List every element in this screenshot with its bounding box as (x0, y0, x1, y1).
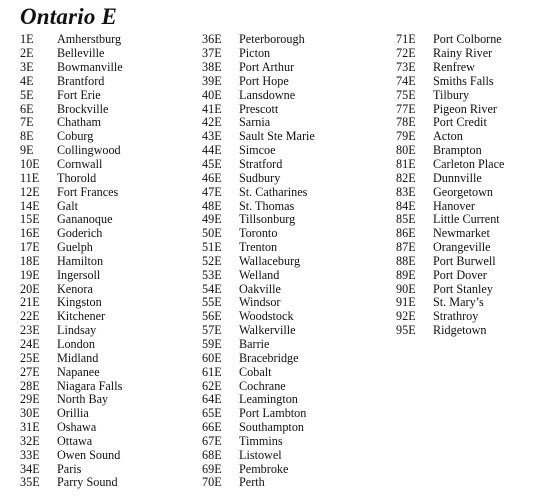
entry-code: 39E (202, 73, 222, 88)
list-item (202, 255, 315, 269)
entry-place: Pembroke (239, 461, 289, 476)
entry-code: 6E (20, 101, 34, 116)
entry-place: Bracebridge (239, 350, 299, 365)
list-item (202, 158, 315, 172)
entry-code: 29E (20, 392, 40, 407)
entry-code: 27E (20, 364, 40, 379)
entry-place: Ottawa (57, 433, 93, 448)
list-item (202, 421, 315, 435)
list-item (396, 61, 504, 75)
list-item (202, 310, 315, 324)
entry-code: 72E (396, 46, 416, 61)
list-item (396, 102, 504, 116)
entry-place: St. Mary’s (433, 295, 484, 310)
entry-place: Brantford (57, 73, 105, 88)
list-item (202, 268, 315, 282)
list-item (396, 296, 504, 310)
entry-code: 95E (396, 323, 416, 338)
entry-place: Trenton (239, 240, 278, 255)
list-item (202, 144, 315, 158)
entry-place: Gananoque (57, 212, 113, 227)
list-item (20, 324, 123, 338)
list-item (396, 171, 504, 185)
entry-code: 37E (202, 46, 222, 61)
entry-place: Fort Frances (57, 184, 119, 199)
entry-code: 5E (20, 87, 34, 102)
list-item (202, 448, 315, 462)
entry-code: 48E (202, 198, 222, 213)
entry-code: 28E (20, 378, 40, 393)
list-item (202, 213, 315, 227)
list-item (396, 75, 504, 89)
entry-code: 70E (202, 475, 222, 490)
list-item (202, 185, 315, 199)
column-2 (202, 33, 315, 490)
list-item (396, 130, 504, 144)
entry-place: Collingwood (57, 143, 121, 158)
list-item (20, 158, 123, 172)
entry-code: 61E (202, 364, 222, 379)
entry-code: 17E (20, 240, 40, 255)
entry-place: Cornwall (57, 157, 103, 172)
list-item (20, 213, 123, 227)
entry-code: 1E (20, 32, 34, 47)
entry-place: Port Stanley (433, 281, 493, 296)
list-item (202, 462, 315, 476)
list-item (396, 185, 504, 199)
entry-code: 25E (20, 350, 40, 365)
list-item (396, 116, 504, 130)
entry-place: Midland (57, 350, 99, 365)
entry-code: 79E (396, 129, 416, 144)
entry-code: 85E (396, 212, 416, 227)
entry-code: 87E (396, 240, 416, 255)
entry-code: 8E (20, 129, 34, 144)
list-item (20, 75, 123, 89)
entry-code: 31E (20, 420, 40, 435)
entry-place: Walkerville (239, 323, 296, 338)
entry-place: Leamington (239, 392, 298, 407)
entry-place: Orillia (57, 406, 89, 421)
entry-place: Lindsay (57, 323, 97, 338)
entry-place: Napanee (57, 364, 100, 379)
entry-place: Timmins (239, 433, 283, 448)
entry-code: 24E (20, 336, 40, 351)
list-item (202, 476, 315, 490)
entry-place: Amherstburg (57, 32, 122, 47)
entry-code: 88E (396, 253, 416, 268)
entry-code: 75E (396, 87, 416, 102)
entry-place: Cochrane (239, 378, 286, 393)
entry-code: 4E (20, 73, 34, 88)
list-item (396, 324, 504, 338)
list-item (20, 448, 123, 462)
list-item (396, 241, 504, 255)
entry-place: London (57, 336, 95, 351)
entry-place: Brockville (57, 101, 109, 116)
entry-code: 64E (202, 392, 222, 407)
list-item (396, 33, 504, 47)
entry-code: 11E (20, 170, 40, 185)
entry-place: Port Arthur (239, 60, 295, 75)
entry-code: 38E (202, 60, 222, 75)
entry-code: 74E (396, 73, 416, 88)
entry-code: 84E (396, 198, 416, 213)
entry-code: 23E (20, 323, 40, 338)
entry-code: 55E (202, 295, 222, 310)
entry-place: Galt (57, 198, 78, 213)
entry-place: Little Current (433, 212, 500, 227)
entry-code: 78E (396, 115, 416, 130)
entry-code: 14E (20, 198, 40, 213)
list-item (20, 33, 123, 47)
entry-code: 10E (20, 157, 40, 172)
entry-place: Newmarket (433, 226, 490, 241)
entry-place: Guelph (57, 240, 93, 255)
entry-code: 18E (20, 253, 40, 268)
entry-code: 57E (202, 323, 222, 338)
entry-code: 47E (202, 184, 222, 199)
entry-code: 43E (202, 129, 222, 144)
entry-place: Georgetown (433, 184, 494, 199)
list-item (202, 199, 315, 213)
entry-code: 77E (396, 101, 416, 116)
entry-place: Orangeville (433, 240, 491, 255)
entry-place: Rainy River (433, 46, 493, 61)
list-item (20, 88, 123, 102)
entry-place: Listowel (239, 447, 282, 462)
list-item (20, 338, 123, 352)
list-item (20, 61, 123, 75)
entry-place: Brampton (433, 143, 482, 158)
entry-place: Kitchener (57, 309, 106, 324)
list-item (396, 144, 504, 158)
entry-code: 51E (202, 240, 222, 255)
list-item (20, 102, 123, 116)
column-3 (396, 33, 504, 338)
entry-place: Wallaceburg (239, 253, 301, 268)
list-item (20, 268, 123, 282)
entry-place: Kingston (57, 295, 102, 310)
entry-code: 30E (20, 406, 40, 421)
entry-place: Toronto (239, 226, 278, 241)
entry-place: Acton (433, 129, 463, 144)
entry-place: North Bay (57, 392, 109, 407)
list-item (20, 434, 123, 448)
entry-code: 33E (20, 447, 40, 462)
entry-place: Simcoe (239, 143, 276, 158)
entry-code: 83E (396, 184, 416, 199)
entry-place: Dunnville (433, 170, 482, 185)
list-item (202, 102, 315, 116)
entry-place: Barrie (239, 336, 270, 351)
entry-code: 35E (20, 475, 40, 490)
list-item (20, 47, 123, 61)
entry-place: Parry Sound (57, 475, 118, 490)
entry-place: Thorold (57, 170, 97, 185)
entry-place: Port Burwell (433, 253, 496, 268)
entry-place: Sault Ste Marie (239, 129, 315, 144)
list-item (20, 282, 123, 296)
entry-code: 32E (20, 433, 40, 448)
entry-code: 68E (202, 447, 222, 462)
entry-code: 2E (20, 46, 34, 61)
entry-place: Southampton (239, 420, 305, 435)
entry-place: Lansdowne (239, 87, 296, 102)
list-item (20, 171, 123, 185)
page-title: Ontario E (20, 4, 118, 29)
list-item (20, 116, 123, 130)
entry-place: Ridgetown (433, 323, 487, 338)
list-item (202, 407, 315, 421)
entry-code: 16E (20, 226, 40, 241)
list-item (396, 268, 504, 282)
entry-place: Windsor (239, 295, 281, 310)
list-item (20, 462, 123, 476)
entry-code: 62E (202, 378, 222, 393)
entry-code: 7E (20, 115, 34, 130)
list-item (20, 296, 123, 310)
entry-code: 89E (396, 267, 416, 282)
entry-code: 81E (396, 157, 416, 172)
list-item (202, 296, 315, 310)
list-item (20, 407, 123, 421)
entry-place: Picton (239, 46, 271, 61)
entry-code: 65E (202, 406, 222, 421)
list-item (396, 88, 504, 102)
entry-place: Belleville (57, 46, 105, 61)
entry-place: Niagara Falls (57, 378, 123, 393)
entry-code: 50E (202, 226, 222, 241)
list-item (396, 213, 504, 227)
entry-place: Sarnia (239, 115, 271, 130)
entry-code: 86E (396, 226, 416, 241)
list-item (202, 393, 315, 407)
entry-place: Bowmanville (57, 60, 123, 75)
list-item (396, 158, 504, 172)
list-item (396, 227, 504, 241)
list-item (396, 199, 504, 213)
entry-code: 59E (202, 336, 222, 351)
entry-code: 41E (202, 101, 222, 116)
entry-place: Strathroy (433, 309, 479, 324)
entry-code: 42E (202, 115, 222, 130)
entry-place: Tilbury (433, 87, 470, 102)
entry-place: Pigeon River (433, 101, 497, 116)
entry-code: 92E (396, 309, 416, 324)
entry-place: Sudbury (239, 170, 281, 185)
list-item (202, 241, 315, 255)
list-item (396, 282, 504, 296)
entry-code: 34E (20, 461, 40, 476)
list-item (202, 33, 315, 47)
list-item (202, 351, 315, 365)
list-item (202, 61, 315, 75)
list-item (202, 282, 315, 296)
list-item (20, 241, 123, 255)
entry-code: 73E (396, 60, 416, 75)
entry-place: Smiths Falls (433, 73, 494, 88)
entry-place: Chatham (57, 115, 102, 130)
entry-code: 45E (202, 157, 222, 172)
entry-place: Tillsonburg (239, 212, 296, 227)
list-item (20, 199, 123, 213)
entry-code: 46E (202, 170, 222, 185)
entry-place: St. Catharines (239, 184, 308, 199)
list-item (20, 379, 123, 393)
entry-code: 56E (202, 309, 222, 324)
list-item (202, 227, 315, 241)
entry-place: Perth (239, 475, 265, 490)
entry-place: Port Colborne (433, 32, 502, 47)
entry-code: 40E (202, 87, 222, 102)
list-item (202, 171, 315, 185)
entry-code: 71E (396, 32, 416, 47)
list-item (202, 130, 315, 144)
list-item (202, 365, 315, 379)
list-item (202, 88, 315, 102)
entry-place: Woodstock (239, 309, 294, 324)
list-item (20, 365, 123, 379)
entry-code: 12E (20, 184, 40, 199)
entry-place: Ingersoll (57, 267, 101, 282)
entry-code: 44E (202, 143, 222, 158)
entry-place: Port Lambton (239, 406, 307, 421)
entry-code: 60E (202, 350, 222, 365)
entry-place: Oakville (239, 281, 281, 296)
list-item (20, 351, 123, 365)
entry-code: 9E (20, 143, 34, 158)
entry-place: Owen Sound (57, 447, 121, 462)
list-item (20, 144, 123, 158)
entry-code: 82E (396, 170, 416, 185)
entry-place: Peterborough (239, 32, 305, 47)
list-item (396, 255, 504, 269)
entry-place: Stratford (239, 157, 283, 172)
entry-code: 3E (20, 60, 34, 75)
entry-place: Goderich (57, 226, 103, 241)
list-item (20, 310, 123, 324)
entry-place: Welland (239, 267, 280, 282)
entry-code: 67E (202, 433, 222, 448)
list-item (20, 130, 123, 144)
list-item (20, 227, 123, 241)
list-item (202, 338, 315, 352)
entry-place: Hamilton (57, 253, 104, 268)
list-item (202, 75, 315, 89)
entry-code: 90E (396, 281, 416, 296)
entry-place: Renfrew (433, 60, 475, 75)
entry-code: 91E (396, 295, 416, 310)
entry-place: Port Dover (433, 267, 487, 282)
list-item (20, 393, 123, 407)
entry-place: Hanover (433, 198, 475, 213)
entry-place: St. Thomas (239, 198, 295, 213)
entry-place: Carleton Place (433, 157, 505, 172)
entry-code: 80E (396, 143, 416, 158)
column-1 (20, 33, 123, 490)
list-item (20, 255, 123, 269)
entry-code: 52E (202, 253, 222, 268)
list-item (20, 185, 123, 199)
list-item (396, 47, 504, 61)
entry-code: 49E (202, 212, 222, 227)
list-item (396, 310, 504, 324)
entry-code: 54E (202, 281, 222, 296)
entry-code: 66E (202, 420, 222, 435)
entry-code: 36E (202, 32, 222, 47)
list-item (202, 434, 315, 448)
entry-place: Prescott (239, 101, 279, 116)
list-item (202, 324, 315, 338)
entry-place: Cobalt (239, 364, 272, 379)
entry-code: 20E (20, 281, 40, 296)
entry-code: 53E (202, 267, 222, 282)
entry-place: Kenora (57, 281, 93, 296)
list-item (202, 379, 315, 393)
list-item (20, 421, 123, 435)
list-item (202, 47, 315, 61)
entry-code: 15E (20, 212, 40, 227)
entry-place: Coburg (57, 129, 94, 144)
entry-code: 19E (20, 267, 40, 282)
entry-place: Port Hope (239, 73, 289, 88)
entry-place: Oshawa (57, 420, 97, 435)
entry-place: Fort Erie (57, 87, 101, 102)
list-item (202, 116, 315, 130)
entry-place: Paris (57, 461, 82, 476)
entry-code: 69E (202, 461, 222, 476)
list-item (20, 476, 123, 490)
entry-code: 22E (20, 309, 40, 324)
entry-place: Port Credit (433, 115, 487, 130)
entry-code: 21E (20, 295, 40, 310)
